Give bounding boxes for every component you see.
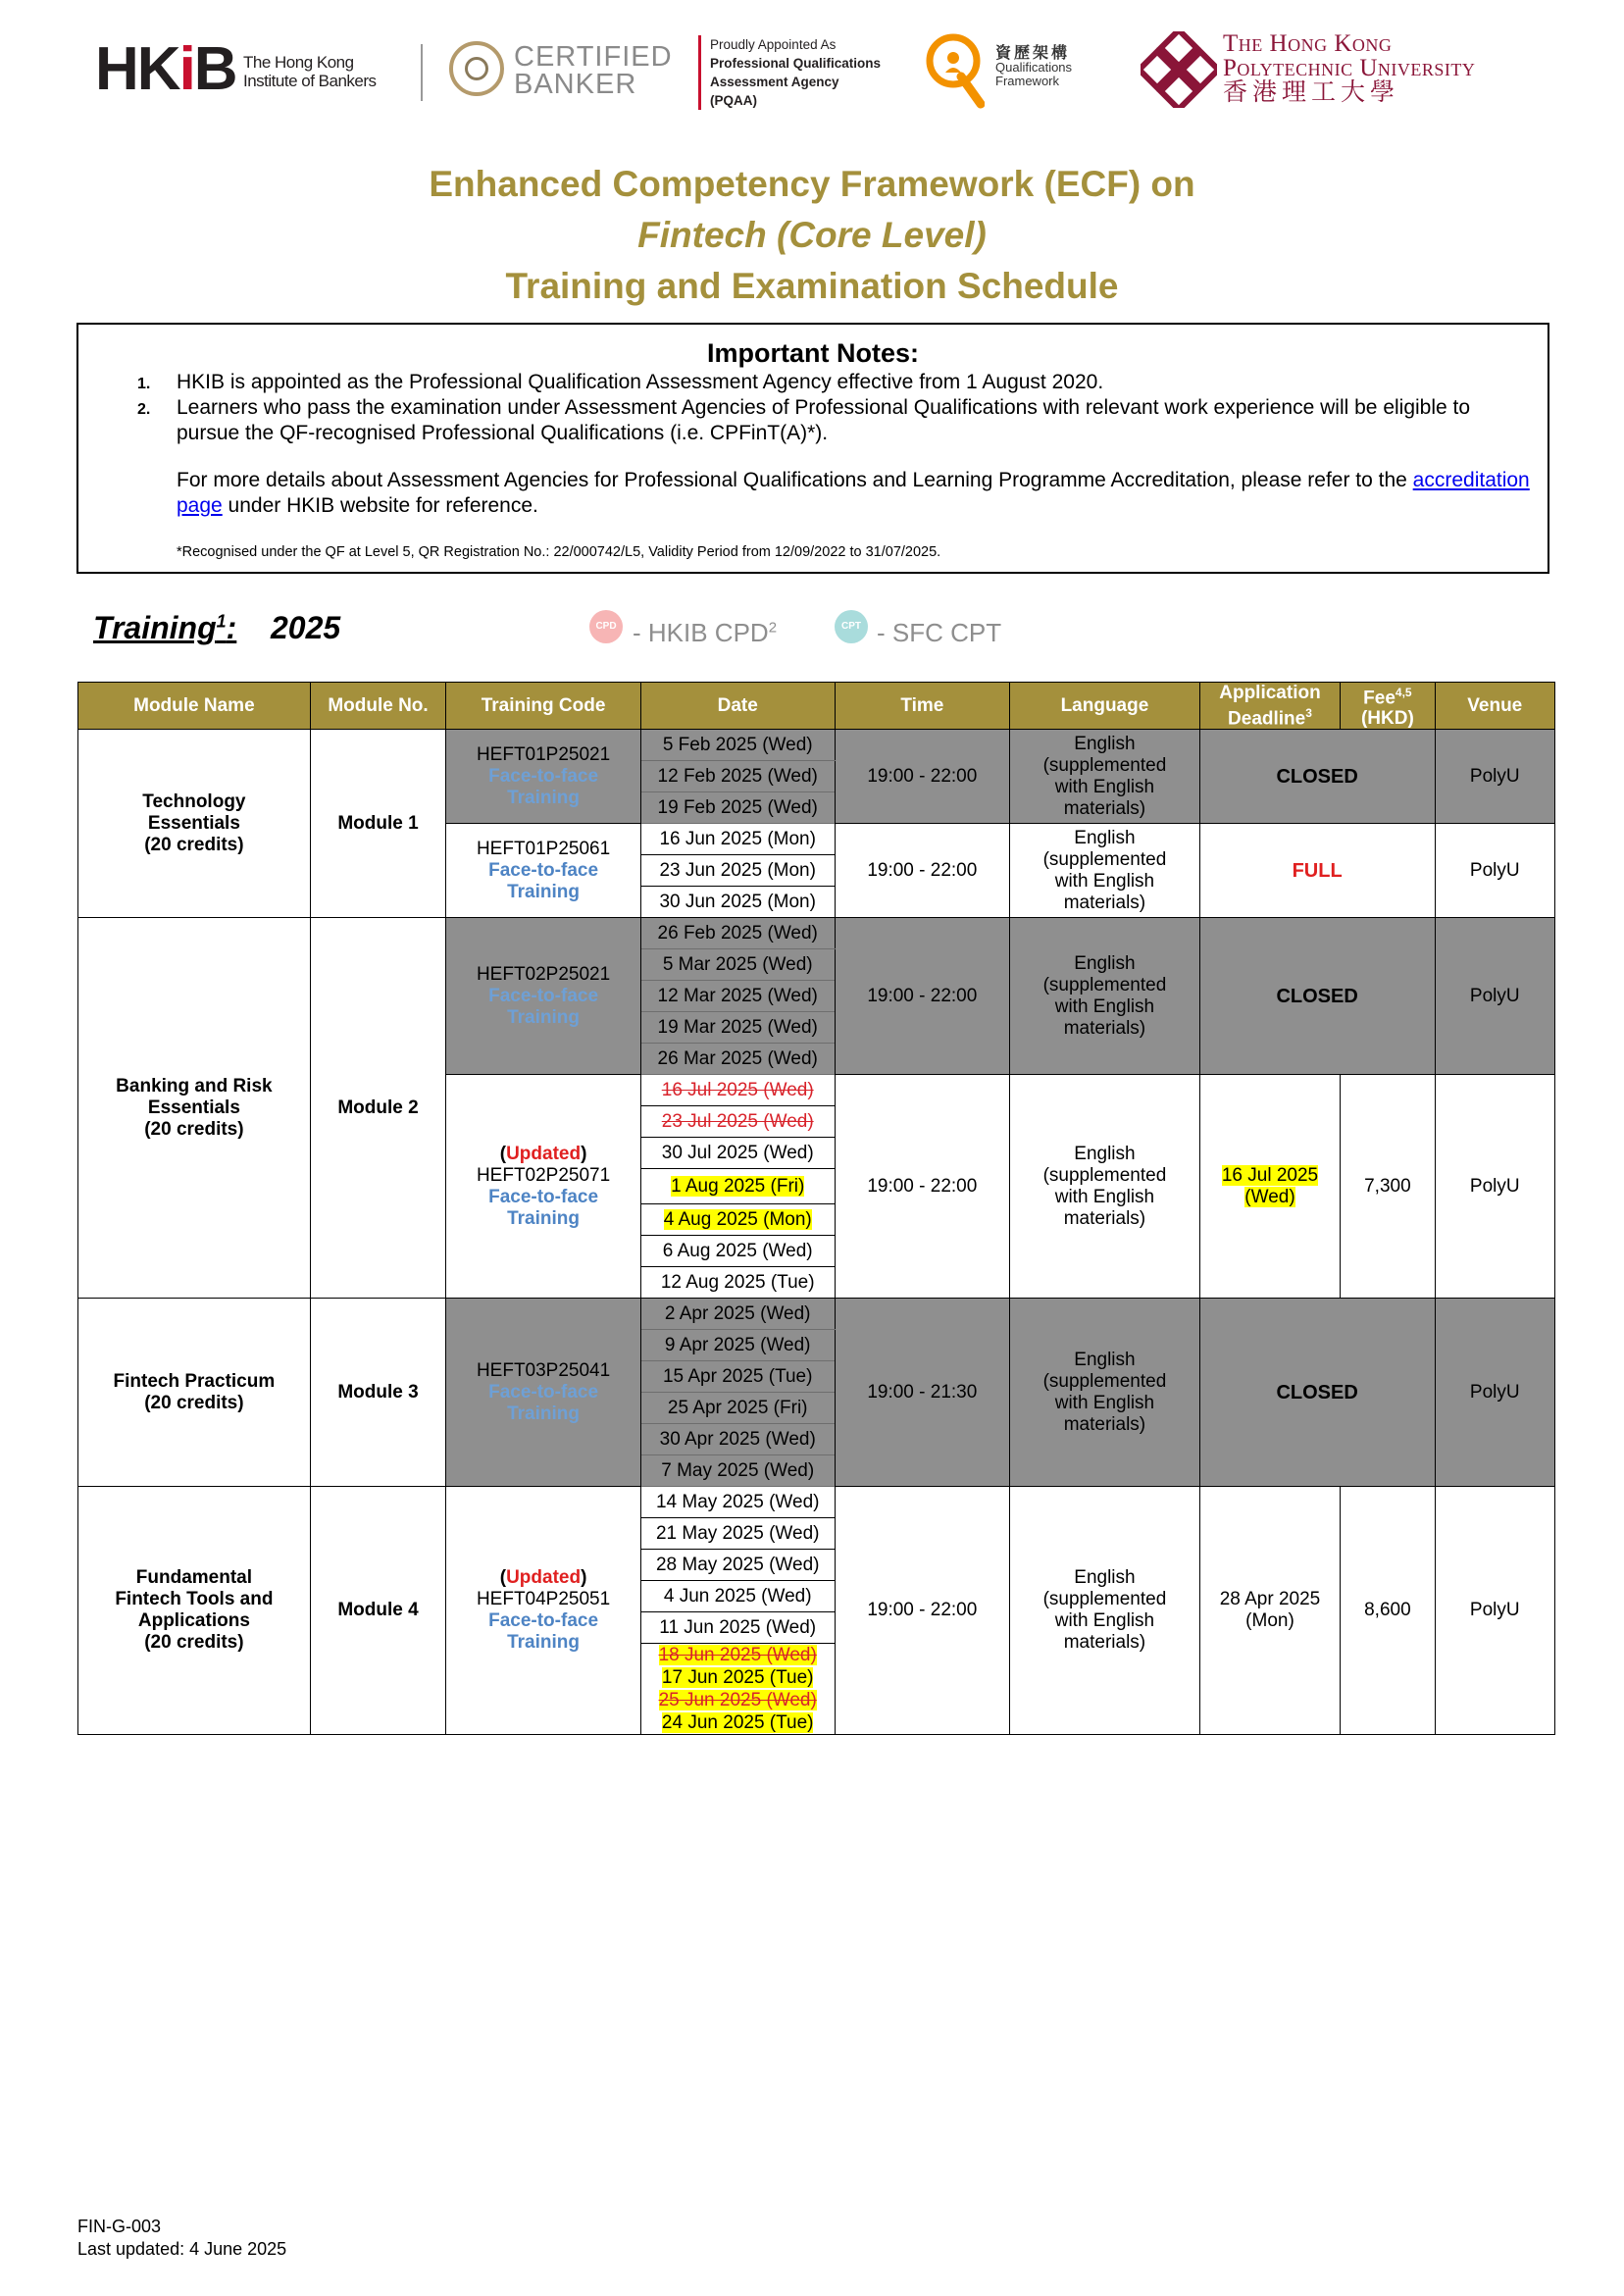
notes-more-info: For more details about Assessment Agencies for Professional Qualifications and Learning Programme Accreditation, please refer to the accreditation page under HKIB website for reference. xyxy=(177,469,1530,517)
time-cell: 19:00 - 22:00 xyxy=(835,1075,1010,1299)
qf-text: 資歷架構 Qualifications Framework xyxy=(995,45,1073,88)
date-cell: 30 Jun 2025 (Mon) xyxy=(640,887,835,918)
col-deadline: Application Deadline$^3$ xyxy=(1199,683,1340,730)
module-no-cell: Module 1 xyxy=(310,730,445,918)
venue-cell: PolyU xyxy=(1435,730,1554,824)
hkib-logo: HKiB xyxy=(95,35,236,103)
date-cell: 12 Mar 2025 (Wed) xyxy=(640,981,835,1012)
polyu-logo-icon xyxy=(1141,31,1217,108)
table-row xyxy=(78,1487,1555,1518)
date-cell: 12 Feb 2025 (Wed) xyxy=(640,761,835,792)
training-year: 2025 xyxy=(271,610,341,645)
doc-code: FIN-G-003 xyxy=(77,2217,162,2236)
polyu-name: The Hong Kong Polytechnic University 香港理工大學 xyxy=(1223,30,1476,106)
last-updated: Last updated: 4 June 2025 xyxy=(77,2239,287,2259)
training-code-cell: HEFT01P25021 Face-to-face Training xyxy=(446,730,641,824)
time-cell: 19:00 - 22:00 xyxy=(835,730,1010,824)
important-notes-box xyxy=(76,323,1549,574)
deadline-cell: 16 Jul 2025 (Wed) xyxy=(1199,1075,1340,1299)
module-name-cell: Fintech Practicum (20 credits) xyxy=(78,1299,311,1487)
pqaa-text: Proudly Appointed As Professional Qualifications Assessment Agency (PQAA) xyxy=(710,37,882,108)
status-full: FULL xyxy=(1199,824,1435,918)
venue-cell: PolyU xyxy=(1435,1487,1554,1735)
time-cell: 19:00 - 22:00 xyxy=(835,918,1010,1075)
qf-logo-icon xyxy=(924,31,985,110)
cpt-icon: CPT xyxy=(835,610,868,643)
date-cell: 19 Mar 2025 (Wed) xyxy=(640,1012,835,1044)
language-cell: English (supplemented with English materials) xyxy=(1010,824,1200,918)
language-cell: English (supplemented with English materials) xyxy=(1010,918,1200,1075)
fee-cell: 7,300 xyxy=(1341,1075,1435,1299)
col-training-code: Training Code xyxy=(446,683,641,730)
status-closed: CLOSED xyxy=(1199,918,1435,1075)
certified-banker-icon xyxy=(449,41,504,96)
cpd-legend: - HKIB CPD$^2$ xyxy=(633,618,778,647)
date-cell: 14 May 2025 (Wed) xyxy=(640,1487,835,1518)
hkib-name: The Hong Kong Institute of Bankers xyxy=(243,53,377,90)
venue-cell: PolyU xyxy=(1435,1075,1554,1299)
time-cell: 19:00 - 22:00 xyxy=(835,1487,1010,1735)
date-cell: 6 Aug 2025 (Wed) xyxy=(640,1236,835,1267)
note-item: 1. HKIB is appointed as the Professional Qualification Assessment Agency effective from 1 August 2020. xyxy=(137,371,1104,393)
language-cell: English (supplemented with English materials) xyxy=(1010,730,1200,824)
training-code-cell: (Updated) HEFT04P25051 Face-to-face Training xyxy=(446,1487,641,1735)
date-cell: 19 Feb 2025 (Wed) xyxy=(640,792,835,824)
date-cell: 21 May 2025 (Wed) xyxy=(640,1518,835,1550)
training-schedule-table xyxy=(77,682,1555,1735)
status-closed: CLOSED xyxy=(1199,1299,1435,1487)
date-cell: 9 Apr 2025 (Wed) xyxy=(640,1330,835,1361)
language-cell: English (supplemented with English materials) xyxy=(1010,1299,1200,1487)
language-cell: English (supplemented with English materials) xyxy=(1010,1487,1200,1735)
notes-list xyxy=(137,370,1520,446)
training-code-cell: HEFT03P25041 Face-to-face Training xyxy=(446,1299,641,1487)
col-time: Time xyxy=(835,683,1010,730)
table-row xyxy=(78,730,1555,761)
col-module-name: Module Name xyxy=(78,683,311,730)
table-row xyxy=(78,918,1555,949)
date-cell: 7 May 2025 (Wed) xyxy=(640,1455,835,1487)
header-logos xyxy=(88,29,1559,118)
deadline-cell: 28 Apr 2025 (Mon) xyxy=(1199,1487,1340,1735)
notes-heading: Important Notes: xyxy=(707,338,919,368)
note-item: 2. Learners who pass the examination under Assessment Agencies of Professional Qualifications with relevant work experience will be eligible to pursue the QF-recognised Professional Qualifications (i.e. CPFinT(A)*). xyxy=(137,396,1471,444)
cpd-icon: CPD xyxy=(589,610,623,643)
date-cell: 28 May 2025 (Wed) xyxy=(640,1550,835,1581)
date-cell: 15 Apr 2025 (Tue) xyxy=(640,1361,835,1393)
date-cell-changes: 18 Jun 2025 (Wed) 17 Jun 2025 (Tue) 25 Jun 2025 (Wed) 24 Jun 2025 (Tue) xyxy=(640,1644,835,1735)
module-name-cell: Banking and Risk Essentials (20 credits) xyxy=(78,918,311,1299)
date-cell-new: 1 Aug 2025 (Fri) xyxy=(640,1169,835,1204)
training-label: Training$^1$: xyxy=(93,610,237,645)
col-venue: Venue xyxy=(1435,683,1554,730)
page-footer xyxy=(77,2216,286,2261)
col-module-no: Module No. xyxy=(310,683,445,730)
module-name-cell: Technology Essentials (20 credits) xyxy=(78,730,311,918)
col-date: Date xyxy=(640,683,835,730)
date-cell: 11 Jun 2025 (Wed) xyxy=(640,1612,835,1644)
date-cell: 5 Mar 2025 (Wed) xyxy=(640,949,835,981)
accreditation-page-link[interactable]: accreditation page xyxy=(177,469,1530,517)
date-cell-new: 4 Aug 2025 (Mon) xyxy=(640,1204,835,1236)
date-cell: 2 Apr 2025 (Wed) xyxy=(640,1299,835,1330)
language-cell: English (supplemented with English materials) xyxy=(1010,1075,1200,1299)
date-cell: 30 Jul 2025 (Wed) xyxy=(640,1138,835,1169)
venue-cell: PolyU xyxy=(1435,1299,1554,1487)
training-code-cell: HEFT02P25021 Face-to-face Training xyxy=(446,918,641,1075)
col-fee: Fee$^{4,5}$ (HKD) xyxy=(1341,683,1435,730)
module-no-cell: Module 2 xyxy=(310,918,445,1299)
date-cell-cancelled: 16 Jul 2025 (Wed) xyxy=(640,1075,835,1106)
table-header-row xyxy=(78,683,1555,730)
logo-divider xyxy=(421,44,423,101)
table-row xyxy=(78,1299,1555,1330)
time-cell: 19:00 - 22:00 xyxy=(835,824,1010,918)
certified-banker-logo: CERTIFIED BANKER xyxy=(514,41,673,100)
date-cell: 26 Feb 2025 (Wed) xyxy=(640,918,835,949)
date-cell: 16 Jun 2025 (Mon) xyxy=(640,824,835,855)
date-cell: 25 Apr 2025 (Fri) xyxy=(640,1393,835,1424)
training-code-cell: (Updated) HEFT02P25071 Face-to-face Training xyxy=(446,1075,641,1299)
date-cell: 30 Apr 2025 (Wed) xyxy=(640,1424,835,1455)
fee-cell: 8,600 xyxy=(1341,1487,1435,1735)
col-language: Language xyxy=(1010,683,1200,730)
time-cell: 19:00 - 21:30 xyxy=(835,1299,1010,1487)
venue-cell: PolyU xyxy=(1435,824,1554,918)
training-code-cell: HEFT01P25061 Face-to-face Training xyxy=(446,824,641,918)
date-cell: 5 Feb 2025 (Wed) xyxy=(640,730,835,761)
date-cell-cancelled: 23 Jul 2025 (Wed) xyxy=(640,1106,835,1138)
status-closed: CLOSED xyxy=(1199,730,1435,824)
document-title: Enhanced Competency Framework (ECF) on Fintech (Core Level) Training and Examination Schedule xyxy=(429,164,1195,306)
date-cell: 4 Jun 2025 (Wed) xyxy=(640,1581,835,1612)
notes-footnote: *Recognised under the QF at Level 5, QR Registration No.: 22/000742/L5, Validity Period from 12/09/2022 to 31/07/2025. xyxy=(177,544,941,560)
date-cell: 12 Aug 2025 (Tue) xyxy=(640,1267,835,1299)
module-no-cell: Module 3 xyxy=(310,1299,445,1487)
date-cell: 26 Mar 2025 (Wed) xyxy=(640,1044,835,1075)
date-cell: 23 Jun 2025 (Mon) xyxy=(640,855,835,887)
module-no-cell: Module 4 xyxy=(310,1487,445,1735)
module-name-cell: Fundamental Fintech Tools and Applications (20 credits) xyxy=(78,1487,311,1735)
cpt-legend: - SFC CPT xyxy=(877,618,1002,647)
pqaa-divider xyxy=(698,35,701,110)
venue-cell: PolyU xyxy=(1435,918,1554,1075)
